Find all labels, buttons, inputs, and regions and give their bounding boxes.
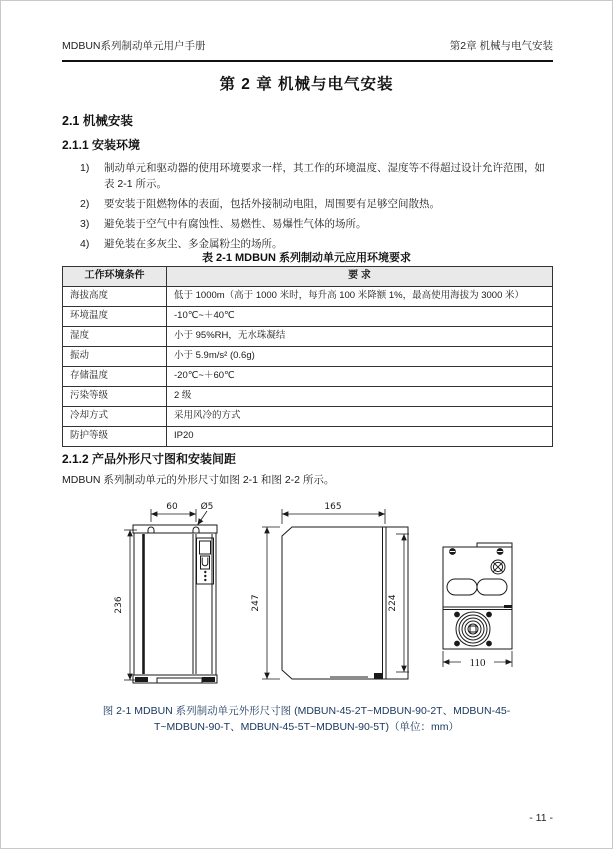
table-cell: 湿度 (63, 327, 167, 347)
section-2-1-heading: 2.1 机械安装 (62, 114, 133, 128)
chapter-title: 第 2 章 机械与电气安装 (219, 76, 394, 93)
list-item-text: 要安装于阻燃物体的表面，包括外接制动电阻，周围要有足够空间散热。 (104, 198, 440, 210)
table-row (63, 427, 553, 447)
list-item-number: 4) (80, 238, 90, 250)
table-cell: 2 级 (167, 387, 553, 407)
figure-caption (66, 703, 547, 735)
figure-caption-line1: 图 2-1 MDBUN 系列制动单元外形尺寸图 (MDBUN-45-2T~MDBUN-90-2T、MDBUN-45- (102, 705, 511, 717)
list-item-text: 避免装于空气中有腐蚀性、易燃性、易爆性气体的场所。 (104, 218, 367, 230)
figure-caption-line2: T~MDBUN-90-T、MDBUN-45-5T~MDBUN-90-5T)（单位：mm） (153, 721, 460, 733)
side-view-drawing (251, 502, 409, 679)
table-row (63, 367, 553, 387)
list-item (80, 160, 555, 192)
table-header-cell: 要 求 (167, 267, 553, 287)
section-2-1-2-heading: 2.1.2 产品外形尺寸图和安装间距 (62, 452, 237, 466)
list-item (80, 216, 555, 232)
table-row (63, 327, 553, 347)
table-caption: 表 2-1 MDBUN 系列制动单元应用环境要求 (201, 252, 411, 264)
figure-intro-text: MDBUN 系列制动单元的外形尺寸如图 2-1 和图 2-2 所示。 (62, 474, 335, 486)
table-cell: 小于 5.9m/s² (0.6g) (167, 347, 553, 367)
bottom-view-drawing (443, 543, 512, 669)
dim-side-height: 247 (251, 594, 261, 612)
table-cell: -20℃~＋60℃ (167, 367, 553, 387)
environment-requirements-table (62, 266, 553, 447)
dim-hole-diameter: Ø5 (200, 502, 214, 512)
dim-front-width: 60 (166, 502, 178, 512)
dim-side-depth: 165 (324, 502, 342, 512)
dim-front-height: 236 (114, 596, 124, 614)
page-header (62, 38, 553, 62)
table-cell: 污染等级 (63, 387, 167, 407)
table-cell: 防护等级 (63, 427, 167, 447)
section-2-1-1-heading: 2.1.1 安装环境 (62, 138, 141, 152)
table-cell: 海拔高度 (63, 287, 167, 307)
list-item (80, 196, 555, 212)
table-cell: -10℃~＋40℃ (167, 307, 553, 327)
table-row (63, 387, 553, 407)
front-view-drawing (114, 501, 217, 683)
header-left-title: MDBUN系列制动单元用户手册 (62, 40, 206, 52)
page-number: - 11 - (529, 812, 553, 824)
table-cell: IP20 (167, 427, 553, 447)
install-notes-list (80, 160, 555, 256)
table-cell: 振动 (63, 347, 167, 367)
table-cell: 低于 1000m（高于 1000 米时，每升高 100 米降额 1%，最高使用海拔为 3000 米） (167, 287, 553, 307)
dimension-drawings (0, 497, 613, 702)
dim-body-height: 224 (388, 594, 398, 612)
list-item-number: 1) (80, 162, 90, 174)
table-cell: 采用风冷的方式 (167, 407, 553, 427)
table-header-cell: 工作环境条件 (63, 267, 167, 287)
table-header-row (63, 267, 553, 287)
header-right-chapter: 第2章 机械与电气安装 (449, 40, 553, 52)
table-cell: 冷却方式 (63, 407, 167, 427)
table-row (63, 287, 553, 307)
table-row (63, 307, 553, 327)
table-row (63, 407, 553, 427)
dim-bottom-width: 110 (469, 657, 486, 669)
list-item-text: 制动单元和驱动器的使用环境要求一样，其工作的环境温度、湿度等不得超过设计允许范围，如表 2-1 所示。 (104, 162, 545, 190)
table-cell: 环境温度 (63, 307, 167, 327)
list-item-text: 避免装在多灰尘、多金属粉尘的场所。 (104, 238, 283, 250)
list-item-number: 2) (80, 198, 90, 210)
table-cell: 存储温度 (63, 367, 167, 387)
table-row (63, 347, 553, 367)
table-cell: 小于 95%RH，无水珠凝结 (167, 327, 553, 347)
list-item-number: 3) (80, 218, 90, 230)
